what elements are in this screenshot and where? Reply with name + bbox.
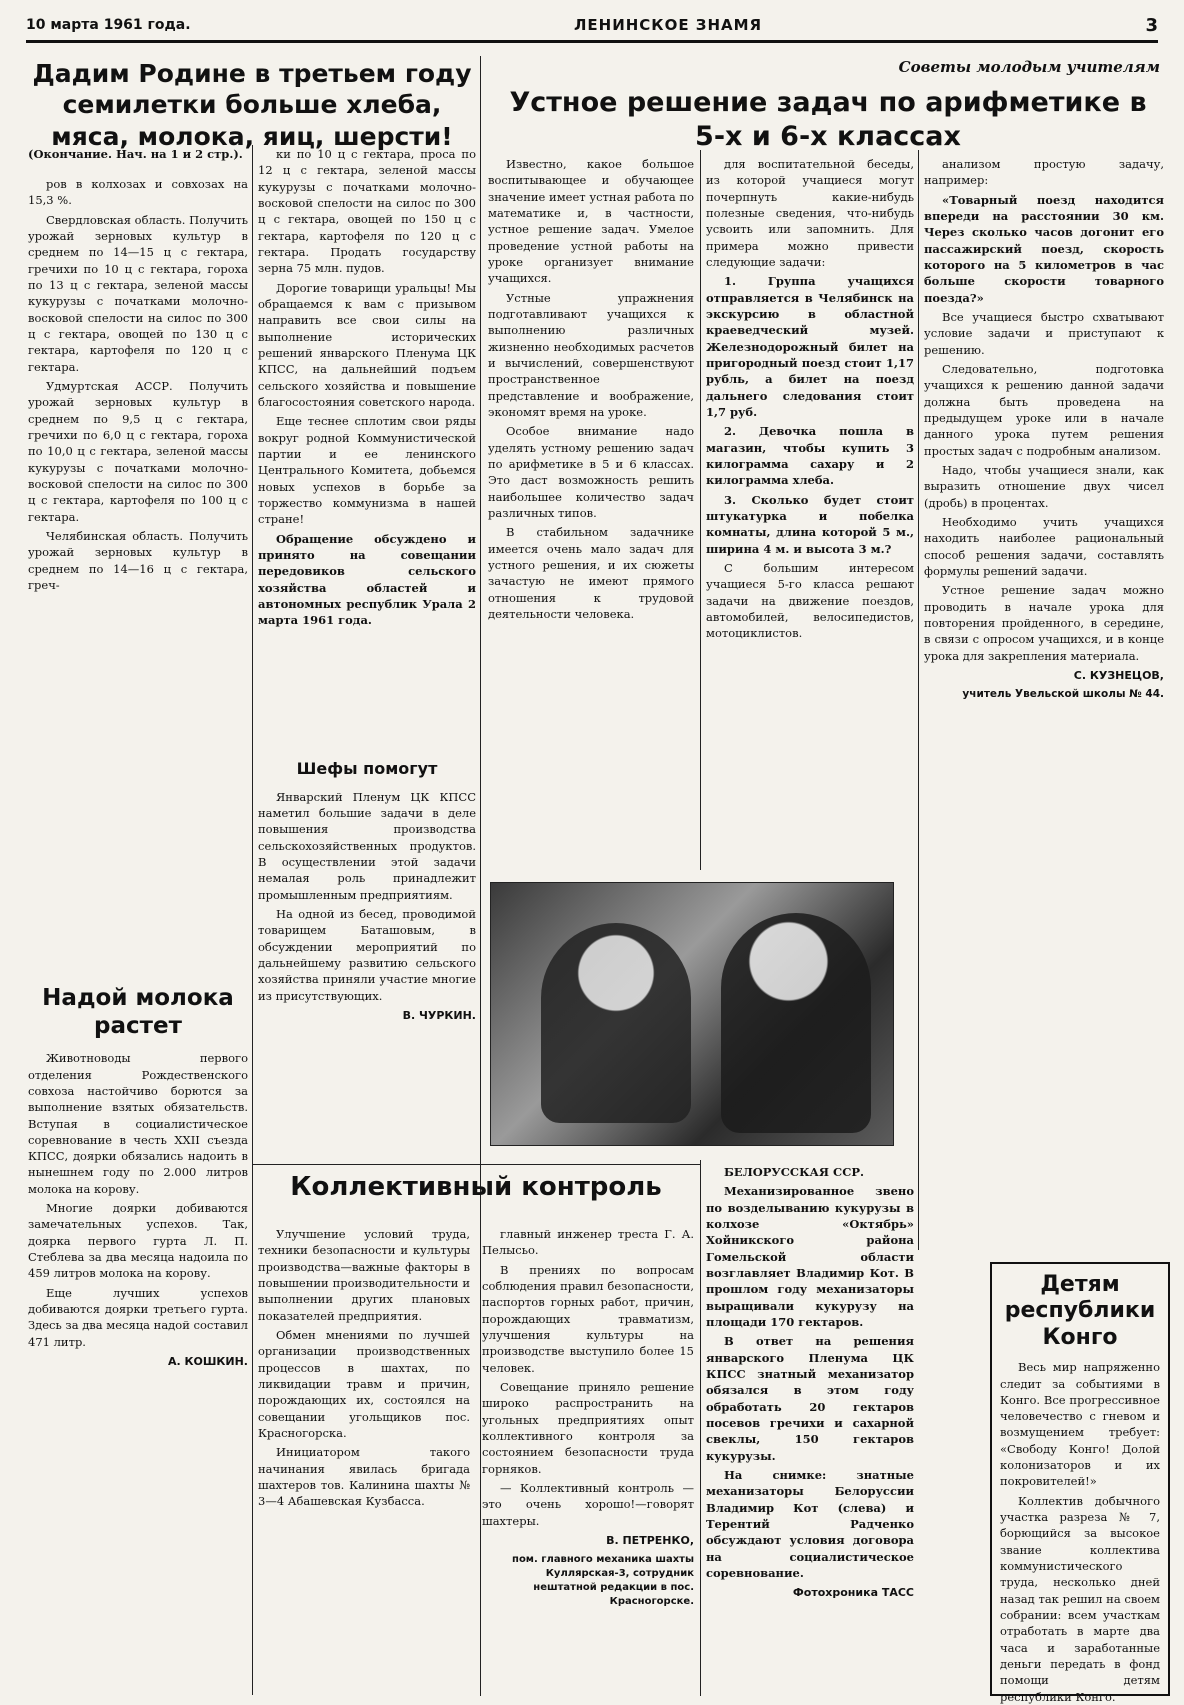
author-signature: С. КУЗНЕЦОВ, (1073, 668, 1164, 682)
paragraph: Январский Пленум ЦК КПСС наметил большие задачи в деле повышения производства сельскохозяйственных продуктов. В осуществлении этой задачи немалая роль принадлежит промышленным предприятиям. (258, 789, 476, 902)
milk-signature: А. КОШКИН. (167, 1355, 248, 1369)
milk-article (28, 985, 248, 1697)
photo-caption (706, 1164, 914, 1694)
paragraph: Обмен мнениями по лучшей организации производственных процессов в шахтах, по ликвидации травм и причин, порождающих их, состоялся на совещании угольщиков пос. Красногорска. (258, 1327, 470, 1440)
paragraph: Обращение обсуждено и принято на совещании передовиков сельского хозяйства областей и автономных республик Урала 2 марта 1961 года. (258, 531, 476, 628)
masthead: ЛЕНИНСКОЕ ЗНАМЯ (573, 16, 763, 34)
paragraph: Челябинская область. Получить урожай зерновых культур в среднем по 14—16 ц с гектара, греч- (28, 528, 248, 592)
paragraph: Все учащиеся быстро схватывают условие задачи и приступают к решению. (924, 309, 1164, 357)
paragraph: Инициатором такого начинания явилась бригада шахтеров тов. Калинина шахты № 3—4 Абашевская Кузбасса. (258, 1445, 470, 1509)
person-figure-left (541, 923, 691, 1123)
issue-date: 10 марта 1961 года. (26, 17, 191, 33)
paragraph: 1. Группа учащихся отправляется в Челябинск на экскурсию в областной краеведческий музей. Железнодорожный билет на пригородный поезд стоит 1,17 рубль, а билет на поезд дальнего следования стоит 1,7 руб. (706, 274, 914, 419)
kongo-article (1000, 1272, 1160, 1704)
paragraph: Еще теснее сплотим свои ряды вокруг родной Коммунистической партии и ее ленинского Центрального Комитета, добьемся новых успехов в борьбе за торжество коммунизма в нашей стране! (258, 414, 476, 527)
section-rule (252, 1164, 700, 1165)
paragraph: Дорогие товарищи уральцы! Мы обращаемся к вам с призывом направить все свои силы на выполнение исторических решений январского Пленума ЦК КПСС, на дальнейший подъем сельского хозяйства и повышение благосостояния советского народа. (258, 280, 476, 409)
paragraph: В прениях по вопросам соблюдения правил безопасности, паспортов горных работ, причин, порождающих травматизм, улучшения культуры на производстве выступило более 15 человек. (482, 1262, 694, 1375)
paragraph: Удмуртская АССР. Получить урожай зерновых культур в среднем по 9,5 ц с гектара, гречихи по 6,0 ц с гектара, гороха по 10,0 ц с гектара, зеленой массы кукурузы с початками молочно-восковой спелости на силос по 300 ц с гектара, картофеля по 100 ц с гектара. (28, 378, 248, 524)
column-rule (700, 150, 701, 870)
paragraph: В стабильном задачнике имеется очень мало задач для устного решения, и их сюжеты зачастую не имеют прямого отношения к трудовой деятельности человека. (488, 525, 694, 621)
column-rule (700, 1160, 701, 1696)
paragraph: На снимке: знатные механизаторы Белоруссии Владимир Кот (слева) и Терентий Радченко обсуждают условия договора на социалистическое соревнование. (706, 1467, 914, 1580)
caption-title: БЕЛОРУССКАЯ ССР. (724, 1165, 864, 1179)
paragraph: 3. Сколько будет стоит штукатурка и побелка комнаты, длина которой 5 м., ширина 4 м. и высота 3 м.? (706, 492, 914, 556)
paragraph: «Товарный поезд находится впереди на расстоянии 30 км. Через сколько часов догонит его пассажирский поезд, скорость которого на 5 километров в час больше скорости товарного поезда?» (924, 192, 1164, 305)
paragraph: Особое внимание надо уделять устному решению задач по арифметике в 5 и 6 классах. Это даст возможность решить наибольшее количество задач различных типов. (488, 424, 694, 520)
paragraph: Надо, чтобы учащиеся знали, как выразить отношение двух чисел (дробь) в процентах. (924, 462, 1164, 510)
paragraph: Многие доярки добиваются замечательных успехов. Так, доярка первого гурта Л. П. Стеблева за два месяца надоила по 459 литров молока на корову. (28, 1201, 248, 1281)
left-headline: Дадим Родине в третьем году семилетки больше хлеба, мяса, молока, яиц, шерсти! (32, 59, 472, 151)
kongo-box (990, 1262, 1170, 1704)
shefy-headline: Шефы помогут (296, 759, 438, 778)
paragraph: Весь мир напряженно следит за событиями в Конго. Все прогрессивное человечество с гневом и возмущением требует: «Свободу Конго! Долой колонизаторов и их покровителей!» (1000, 1360, 1160, 1489)
paragraph: Устные упражнения подготавливают учащихся к выполнению различных жизненно необходимых расчетов и вычислений, совершенствуют пространственное представление и воображение, экономят время на уроке. (488, 290, 694, 419)
paragraph: — Коллективный контроль — это очень хорошо!—говорят шахтеры. (482, 1480, 694, 1528)
column-rule (918, 150, 919, 1250)
center-col-3 (924, 156, 1164, 1246)
photo-credit: Фотохроника ТАСС (792, 1586, 914, 1600)
continuation-text: (Окончание. Нач. на 1 и 2 стр.). (28, 147, 243, 161)
paragraph: На одной из бесед, проводимой товарищем Баташовым, в обсуждении мероприятий по дальнейшему развитию сельского хозяйства приняли участие многие из присутствующих. (258, 907, 476, 1003)
paragraph: Улучшение условий труда, техники безопасности и культуры производства—важные факторы в повышении производительности и выполнении других плановых показателей предприятия. (258, 1227, 470, 1323)
paragraph: главный инженер треста Г. А. Пелысьо. (482, 1227, 694, 1258)
paragraph: Коллектив добычного участка разреза № 7, борющийся за высокое звание коллектива коммунистического труда, несколько дней назад так решил на своем собрании: всем участкам отработать в марте два часа и заработанные деньги передать в фонд помощи детям республики Конго. (1000, 1493, 1160, 1704)
paragraph: В ответ на решения январского Пленума ЦК КПСС знатный механизатор обязался в этом году обработать 20 гектаров посевов гречихи и сахарной свеклы, 150 гектаров кукурузы. (706, 1334, 914, 1463)
paragraph: Следовательно, подготовка учащихся к решению данной задачи должна быть проведена на предыдущем уроке или в начале данного урока путем решения простых задач с подробным анализом. (924, 361, 1164, 458)
paragraph: Механизированное звено по возделыванию кукурузы в колхозе «Октябрь» Хойникского района Гомельской области возглавляет Владимир Кот. В прошлом году механизаторы выращивали кукурузу на площади 170 гектаров. (706, 1184, 914, 1329)
column-2 (258, 146, 476, 746)
center-headline: Устное решение задач по арифметике в 5-х и 6-х классах (509, 87, 1147, 152)
author-title: учитель Увельской школы № 44. (962, 688, 1164, 701)
rubric: Советы молодым учителям (898, 58, 1160, 76)
paragraph: Известно, какое большое воспитывающее и обучающее значение имеет устная работа по математике и, в частности, устное решение задач. Умелое проведение устной работы на уроке организует внимание учащихся. (488, 157, 694, 286)
shefy-article (258, 758, 476, 1158)
center-col-1 (488, 156, 694, 868)
kontrol-signature-title: пом. главного механика шахты Куллярская-3, сотрудник нештатной редакции в пос. Красногорске. (512, 1553, 694, 1608)
page-number: 3 (1145, 14, 1158, 36)
paragraph: для воспитательной беседы, из которой учащиеся могут почерпнуть какие-нибудь полезные сведения, что-нибудь усвоить или запомнить. Для примера можно привести следующие задачи: (706, 157, 914, 269)
paragraph: Еще лучших успехов добиваются доярки третьего гурта. Здесь за два месяца надой составил 471 литр. (28, 1285, 248, 1349)
paragraph: ки по 10 ц с гектара, проса по 12 ц с гектара, зеленой массы кукурузы с початками молочно-восковой спелости на силос по 300 ц с гектара, овощей по 150 ц с гектара, картофеля по 120 ц с гектара. Продать государству зерна 75 млн. пудов. (258, 147, 476, 276)
kontrol-col-1 (258, 1226, 470, 1696)
paragraph: Совещание приняло решение широко распространить на угольных предприятиях опыт коллективного контроля за состоянием безопасности труда горняков. (482, 1379, 694, 1476)
shefy-signature: В. ЧУРКИН. (402, 1008, 476, 1022)
paragraph: ров в колхозах и совхозах на 15,3 %. (28, 177, 248, 208)
paragraph: анализом простую задачу, например: (924, 157, 1164, 188)
kontrol-col-2 (482, 1226, 694, 1696)
center-headline-block (490, 86, 1166, 154)
paragraph: 2. Девочка пошла в магазин, чтобы купить 3 килограмма сахару и 2 килограмма хлеба. (706, 424, 914, 488)
kongo-headline: Детям республики Конго (1004, 1272, 1156, 1350)
paragraph: Необходимо учить учащихся находить наиболее рациональный способ решения задачи, составлять формулы решений задачи. (924, 514, 1164, 578)
news-photo (490, 882, 894, 1146)
left-headline-block (28, 58, 476, 158)
milk-headline: Надой молока растет (42, 985, 234, 1039)
person-figure-right (721, 913, 871, 1133)
kontrol-headline-block (258, 1172, 694, 1202)
column-rule (252, 145, 253, 1695)
kontrol-signature: В. ПЕТРЕНКО, (606, 1533, 694, 1547)
paragraph: Животноводы первого отделения Рождественского совхоза настойчиво борются за выполнение взятых обязательств. Вступая в социалистическое соревнование в честь XXII съезда КПСС, доярки обязались надоить в нынешнем году по 2.000 литров молока на корову. (28, 1051, 248, 1196)
column-1 (28, 176, 248, 956)
newspaper-header (26, 10, 1158, 43)
kontrol-headline: Коллективный контроль (290, 1172, 662, 1202)
paragraph: С большим интересом учащиеся 5-го класса решают задачи на движение поездов, автомобилей, велосипедистов, мотоциклистов. (706, 560, 914, 641)
paragraph: Свердловская область. Получить урожай зерновых культур в среднем по 14—15 ц с гектара, гречихи по 10 ц с гектара, гороха по 13 ц с гектара, зеленой массы кукурузы с початками молочно-восковой спелости на силос по 300 ц с гектара, овощей по 130 ц с гектара, картофеля по 120 ц с гектара. (28, 212, 248, 374)
center-col-2 (706, 156, 914, 868)
column-rule (480, 56, 481, 1696)
paragraph: Устное решение задач можно проводить в начале урока для повторения пройденного, в середине, в связи с опросом учащихся, и в конце урока для закрепления материала. (924, 583, 1164, 663)
